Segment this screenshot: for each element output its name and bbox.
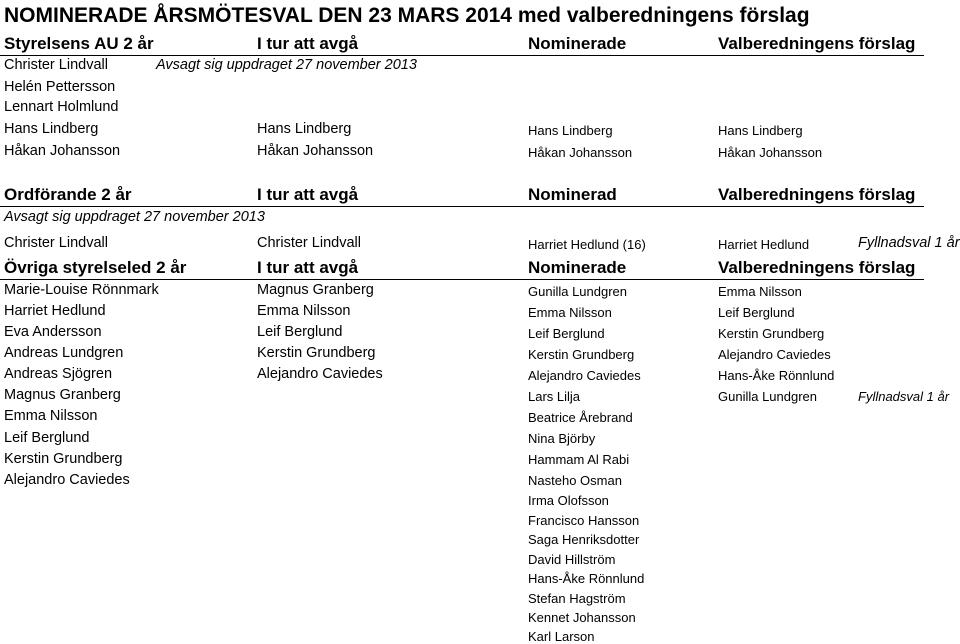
board-nominee: Emma Nilsson: [528, 305, 612, 320]
au-leaving-name: Håkan Johansson: [257, 143, 374, 159]
board-by-election-note: Fyllnadsval 1 år: [858, 389, 950, 404]
au-member: Hans Lindberg: [4, 121, 99, 137]
au-proposal-name: Hans Lindberg: [718, 123, 803, 138]
chair-resigned-note: Avsagt sig uppdraget 27 november 2013: [4, 209, 265, 225]
board-member: Leif Berglund: [4, 430, 90, 446]
board-nominee: Irma Olofsson: [528, 493, 609, 508]
board-nominee: Nasteho Osman: [528, 473, 622, 488]
board-proposal-name: Alejandro Caviedes: [718, 347, 831, 362]
board-nominee: Beatrice Årebrand: [528, 410, 633, 425]
board-header-rule: [0, 279, 924, 280]
board-nominee: Nina Björby: [528, 431, 596, 446]
board-nominee: Francisco Hansson: [528, 513, 640, 528]
au-member: Christer Lindvall: [4, 57, 108, 73]
board-nominee: Saga Henriksdotter: [528, 532, 640, 547]
au-proposal-name: Håkan Johansson: [718, 145, 823, 160]
board-member: Andreas Sjögren: [4, 366, 113, 382]
au-header-proposal: Valberedningens förslag: [718, 34, 916, 53]
page-title: NOMINERADE ÅRSMÖTESVAL DEN 23 MARS 2014 med valberedningens förslag: [4, 4, 810, 27]
board-member: Andreas Lundgren: [4, 345, 124, 361]
board-leaving-name: Leif Berglund: [257, 324, 343, 340]
au-nominee: Hans Lindberg: [528, 123, 613, 138]
board-nominee: Karl Larson: [528, 629, 595, 644]
board-member: Marie-Louise Rönnmark: [4, 282, 159, 298]
au-header-leaving: I tur att avgå: [257, 34, 359, 53]
board-leaving-name: Alejandro Caviedes: [257, 366, 383, 382]
board-proposal-name: Emma Nilsson: [718, 284, 802, 299]
au-header-rule: [0, 55, 924, 56]
board-member: Harriet Hedlund: [4, 303, 106, 319]
board-proposal-name: Kerstin Grundberg: [718, 326, 825, 341]
chair-nominee: Harriet Hedlund (16): [528, 237, 646, 252]
board-nominee: Stefan Hagström: [528, 591, 626, 606]
chair-by-election-note: Fyllnadsval 1 år: [858, 235, 960, 251]
au-leaving-name: Hans Lindberg: [257, 121, 352, 137]
au-header-nominated: Nominerade: [528, 34, 627, 53]
board-nominee: Hammam Al Rabi: [528, 452, 630, 467]
chair-member: Christer Lindvall: [4, 235, 108, 251]
board-nominee: Kerstin Grundberg: [528, 347, 635, 362]
chair-leaving-name: Christer Lindvall: [257, 235, 361, 251]
au-header-position: Styrelsens AU 2 år: [4, 34, 154, 53]
board-nominee: Lars Lilja: [528, 389, 581, 404]
board-nominee: Kennet Johansson: [528, 610, 636, 625]
board-leaving-name: Kerstin Grundberg: [257, 345, 376, 361]
board-proposal-name: Leif Berglund: [718, 305, 795, 320]
au-member: Håkan Johansson: [4, 143, 121, 159]
board-leaving-name: Emma Nilsson: [257, 303, 351, 319]
au-member: Lennart Holmlund: [4, 99, 119, 115]
au-resigned-note: Avsagt sig uppdraget 27 november 2013: [156, 57, 417, 73]
board-nominee: Leif Berglund: [528, 326, 605, 341]
chair-header-nominated: Nominerad: [528, 185, 617, 204]
board-member: Emma Nilsson: [4, 408, 98, 424]
board-nominee: Alejandro Caviedes: [528, 368, 641, 383]
board-member: Eva Andersson: [4, 324, 102, 340]
board-nominee: Gunilla Lundgren: [528, 284, 628, 299]
au-nominee: Håkan Johansson: [528, 145, 633, 160]
au-member: Helén Pettersson: [4, 79, 116, 95]
board-header-proposal: Valberedningens förslag: [718, 258, 916, 277]
board-header-nominated: Nominerade: [528, 258, 627, 277]
board-member: Alejandro Caviedes: [4, 472, 130, 488]
board-member: Magnus Granberg: [4, 387, 121, 403]
board-proposal-name: Hans-Åke Rönnlund: [718, 368, 835, 383]
board-header-leaving: I tur att avgå: [257, 258, 359, 277]
chair-header-position: Ordförande 2 år: [4, 185, 132, 204]
board-nominee: David Hillström: [528, 552, 616, 567]
chair-header-rule: [0, 206, 924, 207]
board-proposal-name: Gunilla Lundgren: [718, 389, 818, 404]
chair-header-leaving: I tur att avgå: [257, 185, 359, 204]
board-leaving-name: Magnus Granberg: [257, 282, 374, 298]
board-header-position: Övriga styrelseled 2 år: [4, 258, 187, 277]
chair-proposal-name: Harriet Hedlund: [718, 237, 810, 252]
board-nominee: Hans-Åke Rönnlund: [528, 571, 645, 586]
chair-header-proposal: Valberedningens förslag: [718, 185, 916, 204]
board-member: Kerstin Grundberg: [4, 451, 123, 467]
